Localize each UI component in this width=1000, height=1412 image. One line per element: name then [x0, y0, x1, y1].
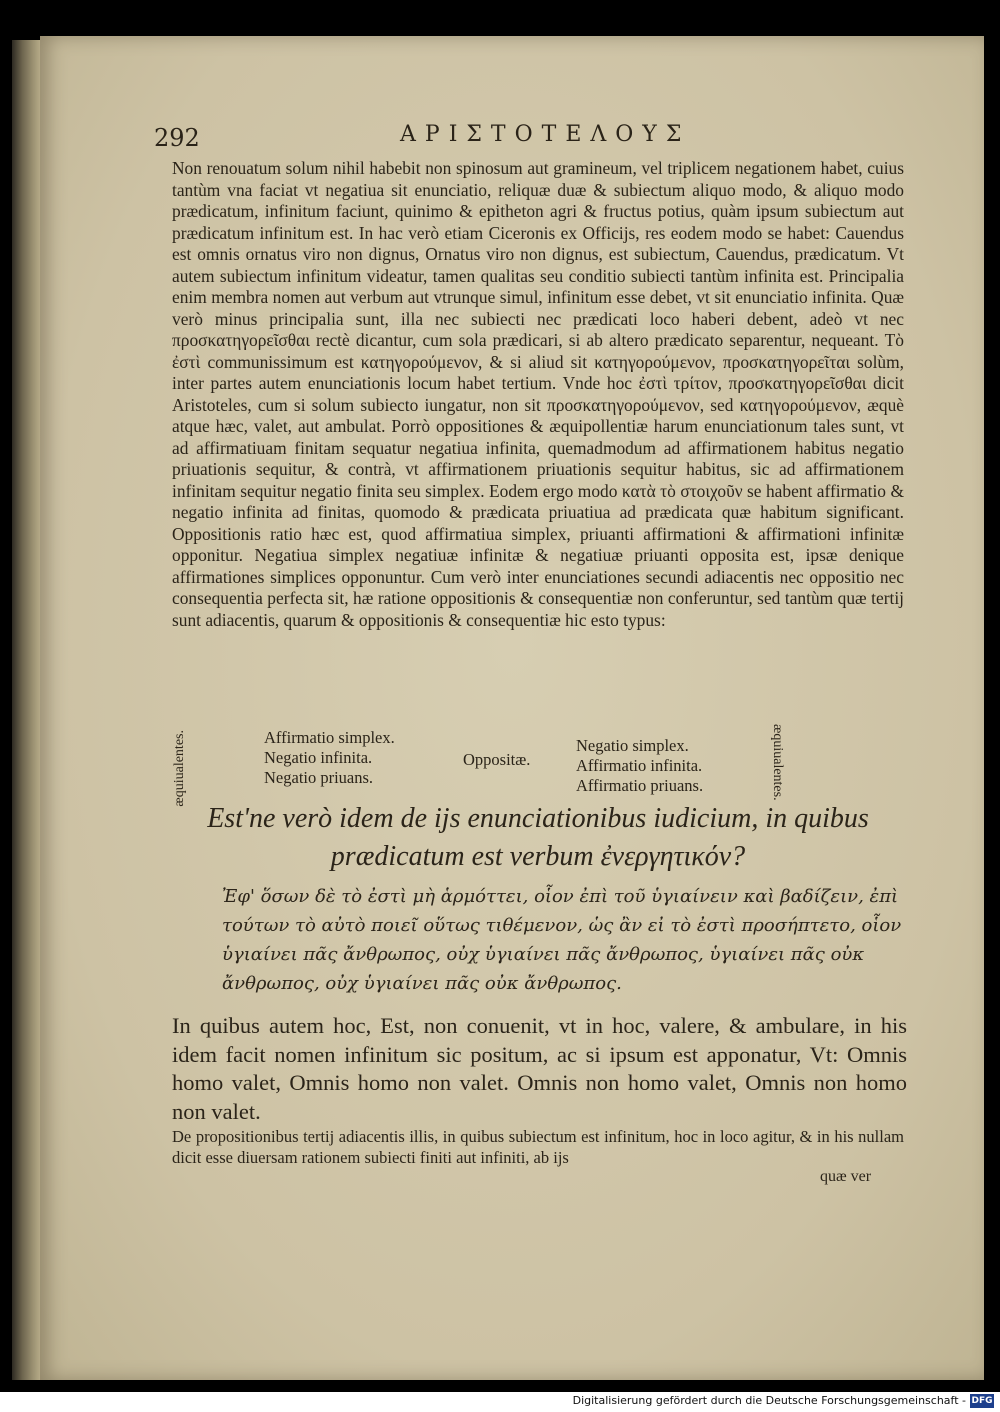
- main-paragraph: Non renouatum solum nihil habebit non spinosum aut gramineum, vel triplicem negationem habet, cuius tantùm vna faciat vt negatiua sit enunciatio, reliquæ duæ & subiectum aliquo modo, & aliquo modo prædicatum, infinitum faciunt, quinimo & epitheton agri & fructus potius, quàm ipsum subiectum aut prædicatum infinitum est. In hac verò etiam Ciceronis ex Officijs, res eodem modo se habet: Cauendus est omnis ornatus viro non dignus, Ornatus viro non dignus, est subiectum, Cauendus, prædicatum. Vt autem subiectum infinitum videatur, tamen qualitas seu conditio subiecti tantùm infinita est. Principalia enim membra nomen aut verbum aut vtrunque simul, infinitum esse debet, vt sit enunciatio infinita. Quæ verò minus principalia sunt, illa nec subiecti nec prædicati loco haberi debent, adeò vt nec προσκατηγορεῖσθαι rectè dicantur, cum sola prædicari, si ab altero prædicato separentur, nequeant. Τὸ ἐστὶ communissimum est κατηγορούμενον, & si aliud sit κατηγορούμενον, προσκατηγορεῖται solùm, inter partes autem enunciationis locum habet tertium. Vnde hoc ἐστὶ τρίτον, προσκατηγορεῖσθαι dicit Aristoteles, cum si solum subiecto iungatur, non sit προσκατηγορούμενον, sed κατηγορούμενον, æquè atque hæc, valet, aut ambulat. Porrò oppositiones & æquipollentiæ harum enunciationum tales sunt, vt ad affirmatiuam finitam sequatur negatiua infinita, quemadmodum ad affirmationem habitus negatio priuationis sequitur, & contrà, vt affirmationem priuationis sequitur habitus, sic ad affirmationem infinitam sequitur negatio finita seu simplex. Eodem ergo modo κατὰ τὸ στοιχοῦν se habent affirmatio & negatio infinita ad finitas, quomodo & prædicata priuatiua ad prædicata quæ habitum significant. Oppositionis ratio hæc est, quod affirmatiua simplex, priuanti affirmationi & affirmationi infinitæ opponitur. Negatiua simplex negatiuæ infinitæ & negatiuæ priuanti opposita est, ipsæ denique affirmationes simplices opponuntur. Cum verò inter enunciationes secundi adiacentis nec oppositio nec consequentia perfecta sit, hæ ratione oppositionis & consequentiæ non conferuntur, sed tantùm quæ tertij sunt adiacentis, quarum & oppositionis & consequentiæ hic esto typus:: [172, 158, 904, 630]
- running-head: ΑΡΙΣΤΟΤΕΛΟΥΣ: [400, 122, 691, 147]
- catchword: quæ ver: [820, 1168, 872, 1185]
- footer-bar: [0, 1392, 1000, 1412]
- right-column: [576, 736, 703, 796]
- footer-credit: Digitalisierung gefördert durch die Deutsche Forschungsgemeinschaft -: [572, 1394, 966, 1407]
- latin-translation: In quibus autem hoc, Est, non conuenit, vt in hoc, valere, & ambulare, in his idem facit nomen infinitum sic positum, ac si ipsum est apponatur, Vt: Omnis homo valet, Omnis homo non valet. Omnis non homo valet, Omnis non homo non valet.: [172, 1013, 907, 1124]
- left-column: [264, 728, 395, 788]
- right-item: Affirmatio infinita.: [576, 756, 703, 775]
- section-heading: Est'ne verò idem de ijs enunciationibus iudicium, in quibus prædicatum est verbum ἐνεργητικόν?: [207, 803, 869, 872]
- right-item: Negatio simplex.: [576, 736, 689, 755]
- left-item: Affirmatio simplex.: [264, 728, 395, 747]
- dfg-logo: DFG: [971, 1396, 993, 1406]
- opposition-table: [172, 720, 904, 807]
- page-number: 292: [154, 124, 200, 152]
- left-item: Negatio priuans.: [264, 768, 374, 787]
- book-edge: [12, 40, 42, 1380]
- left-equivalence-label: æquiualentes.: [172, 730, 187, 807]
- commentary-paragraph: De propositionibus tertij adiacentis illis, in quibus subiectum est infinitum, hoc in loco agitur, & in his nullam dicit esse diuersam rationem subiecti finiti aut infiniti, ab ijs: [172, 1127, 904, 1167]
- opposition-label: Oppositæ.: [463, 750, 531, 769]
- left-item: Negatio infinita.: [264, 748, 373, 767]
- greek-text: Ἐφ' ὅσων δὲ τὸ ἐστὶ μὴ ἁρμόττει, οἷον ἐπὶ τοῦ ὑγιαίνειν καὶ βαδίζειν, ἐπὶ τούτων τὸ αὐτὸ ποιεῖ οὕτως τιθέμενον, ὡς ἂν εἰ τὸ ἐστὶ προσήπτετο, οἷον ὑγιαίνει πᾶς ἄνθρωπος, οὐχ ὑγιαίνει πᾶς ἄνθρωπος, ὑγιαίνει πᾶς οὐκ ἄνθρωπος, οὐχ ὑγιαίνει πᾶς οὐκ ἄνθρωπος.: [222, 886, 902, 994]
- right-item: Affirmatio priuans.: [576, 776, 704, 795]
- right-equivalence-label: æquiualentes.: [770, 724, 785, 801]
